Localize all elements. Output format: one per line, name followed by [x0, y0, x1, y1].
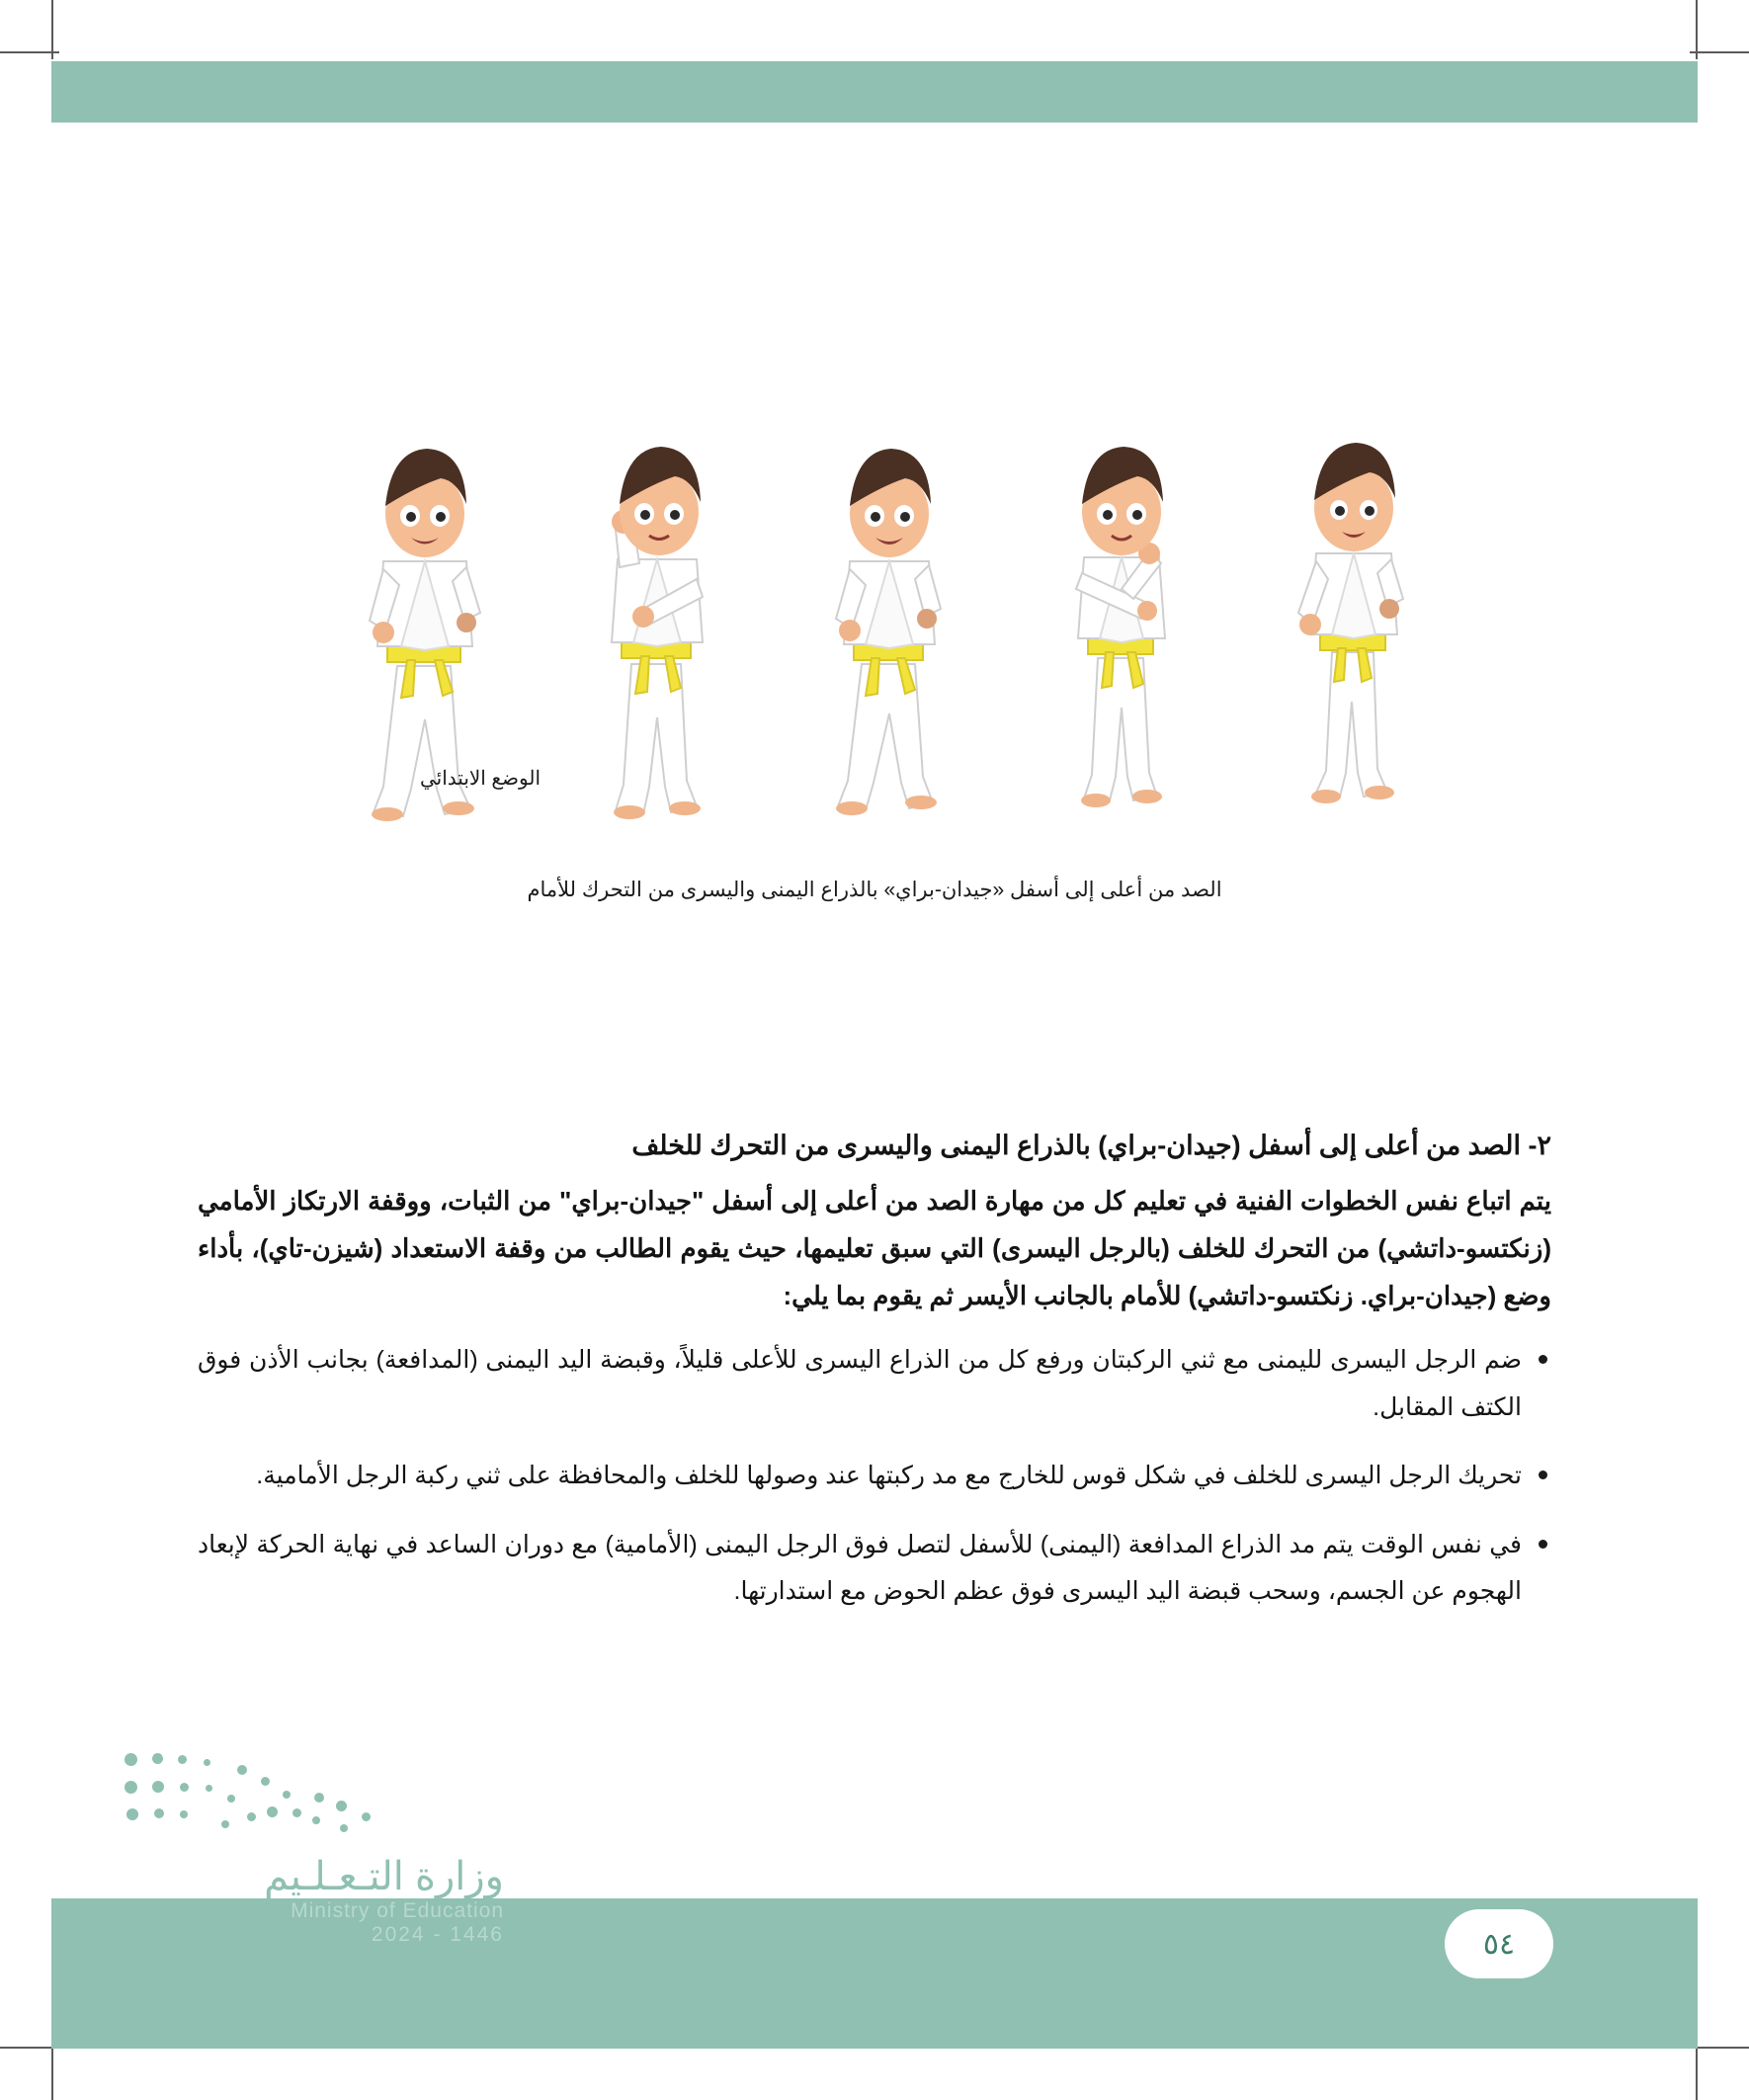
ministry-logo — [89, 1747, 504, 2004]
trim-mark-bottom-right-vertical — [1696, 2041, 1698, 2100]
steps-list — [198, 1337, 1551, 1616]
page-number: ٥٤ — [1445, 1909, 1553, 1978]
header-band — [51, 61, 1698, 123]
trim-mark-top-right-horizontal — [1690, 51, 1749, 53]
figure-karate-sequence — [326, 366, 1453, 830]
trim-mark-top-left-horizontal — [0, 51, 59, 53]
list-item: في نفس الوقت يتم مد الذراع المدافعة (اليمنى) للأسفل لتصل فوق الرجل اليمنى (الأمامية) مع دوران الساعد في نهاية الحركة لإبعاد الهجوم عن الجسم، وسحب قبضة اليد اليسرى فوق عظم الحوض مع استدارتها. — [198, 1522, 1551, 1616]
ministry-logo-name: وزارة التـعـلـيم — [264, 1855, 504, 1898]
list-item: تحريك الرجل اليسرى للخلف في شكل قوس للخارج مع مد ركبتها عند وصولها للخلف والمحافظة على ثني ركبة الرجل الأمامية. — [198, 1453, 1551, 1500]
trim-mark-bottom-left-vertical — [51, 2041, 53, 2100]
lesson-content — [198, 1125, 1551, 1638]
section-paragraph: يتم اتباع نفس الخطوات الفنية في تعليم كل من مهارة الصد من أعلى إلى أسفل "جيدان-براي" من الثبات، ووقفة الارتكاز الأمامي (زنكتسو-داتشي) من التحرك للخلف (بالرجل اليسرى) التي سبق تعليمها، حيث يقوم الطالب من وقفة الاستعداد (شيزن-تاي)، بأداء وضع (جيدان-براي. زنكتسو-داتشي) للأمام بالجانب الأيسر ثم يقوم بما يلي: — [198, 1186, 1551, 1311]
ministry-logo-year: 2024 - 1446 — [371, 1923, 504, 1946]
figure-frame-4 — [558, 405, 756, 830]
figure-initial-position-label: الوضع الابتدائي — [420, 768, 541, 790]
figure-caption: الصد من أعلى إلى أسفل «جيدان-براي» بالذراع اليمنى واليسرى من التحرك للأمام — [527, 879, 1222, 901]
trim-mark-bottom-left-horizontal — [0, 2047, 59, 2049]
section-heading: ٢- الصد من أعلى إلى أسفل (جيدان-براي) بالذراع اليمنى واليسرى من التحرك للخلف — [631, 1131, 1551, 1160]
ministry-logo-subtitle: Ministry of Education — [291, 1899, 504, 1922]
figure-frame-3 — [791, 405, 988, 830]
trim-mark-top-right-vertical — [1696, 0, 1698, 59]
list-item: ضم الرجل اليسرى لليمنى مع ثني الركبتان ورفع كل من الذراع اليسرى للأعلى قليلاً، وقبضة اليد اليمنى (المدافعة) بجانب الأذن فوق الكتف المقابل. — [198, 1337, 1551, 1431]
logo-dot-pattern-icon — [119, 1747, 375, 1838]
figure-frame-2 — [1023, 405, 1220, 830]
trim-mark-top-left-vertical — [51, 0, 53, 59]
figure-frame-1 — [1255, 405, 1453, 830]
trim-mark-bottom-right-horizontal — [1690, 2047, 1749, 2049]
